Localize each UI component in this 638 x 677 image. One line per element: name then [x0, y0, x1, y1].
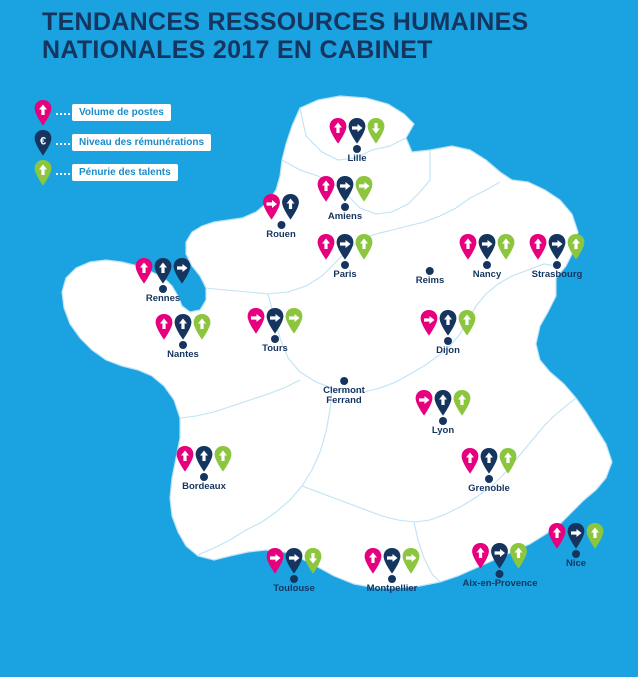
pin-arrow-up-icon — [195, 446, 213, 472]
pin-arrow-right-icon — [478, 234, 496, 260]
pin-arrow-up-icon — [458, 310, 476, 336]
city-dot — [426, 267, 434, 275]
city-pins — [155, 306, 211, 340]
city-marker[interactable] — [155, 306, 211, 360]
city-pins — [463, 535, 538, 569]
city-label: Nancy — [472, 269, 502, 280]
city-label: Grenoble — [468, 483, 510, 494]
city-marker[interactable] — [317, 226, 373, 280]
pin-arrow-right-icon — [285, 548, 303, 574]
legend-item-2 — [34, 160, 254, 186]
city-marker[interactable] — [317, 168, 373, 222]
city-label: Tours — [262, 343, 288, 354]
city-pins — [317, 168, 373, 202]
pin-arrow-up-icon — [586, 523, 604, 549]
pin-arrow-up-icon — [364, 548, 382, 574]
pin-arrow-right-icon — [420, 310, 438, 336]
city-dot — [341, 261, 349, 269]
city-dot — [277, 221, 285, 229]
city-label: Rennes — [145, 293, 181, 304]
city-dot — [439, 417, 447, 425]
city-marker[interactable] — [329, 110, 385, 164]
pin-arrow-up-icon — [174, 314, 192, 340]
pin-arrow-right-icon — [348, 118, 366, 144]
city-pins — [135, 250, 191, 284]
city-marker[interactable] — [266, 540, 322, 594]
pin-arrow-up-icon — [317, 234, 335, 260]
pin-arrow-up-icon — [453, 390, 471, 416]
pin-arrow-up-icon — [193, 314, 211, 340]
city-label: Nantes — [167, 349, 199, 360]
pin-arrow-up-icon — [461, 448, 479, 474]
city-marker[interactable] — [176, 438, 232, 492]
city-pins — [461, 440, 517, 474]
pin-arrow-up-icon — [329, 118, 347, 144]
city-marker[interactable] — [459, 226, 515, 280]
pin-arrow-down-icon — [304, 548, 322, 574]
city-dot — [496, 570, 504, 578]
pin-arrow-up-icon — [548, 523, 566, 549]
pin-arrow-down-icon — [367, 118, 385, 144]
city-pins — [548, 515, 604, 549]
pin-arrow-right-icon — [336, 234, 354, 260]
city-dot — [388, 575, 396, 583]
pin-arrow-up-icon — [176, 446, 194, 472]
city-marker[interactable] — [463, 535, 538, 589]
city-dot — [485, 475, 493, 483]
city-pins — [176, 438, 232, 472]
page-title: TENDANCES RESSOURCES HUMAINES NATIONALES 2017 EN CABINET — [42, 8, 529, 64]
city-label: Amiens — [327, 211, 363, 222]
city-dot — [353, 145, 361, 153]
pin-arrow-up-icon — [480, 448, 498, 474]
pin-remuneration-icon — [34, 130, 52, 156]
pin-arrow-right-icon — [402, 548, 420, 574]
pin-arrow-up-icon — [567, 234, 585, 260]
pin-talents-icon — [34, 160, 52, 186]
city-pins — [317, 226, 373, 260]
city-marker[interactable] — [416, 232, 445, 286]
city-pins — [364, 540, 420, 574]
pin-arrow-right-icon — [285, 308, 303, 334]
city-pins — [247, 300, 303, 334]
pin-arrow-right-icon — [355, 176, 373, 202]
pin-arrow-up-icon — [459, 234, 477, 260]
pin-arrow-right-icon — [567, 523, 585, 549]
city-dot — [553, 261, 561, 269]
pin-arrow-up-icon — [154, 258, 172, 284]
pin-arrow-up-icon — [282, 194, 300, 220]
legend-label: Pénurie des talents — [72, 164, 178, 181]
pin-arrow-right-icon — [548, 234, 566, 260]
pin-arrow-up-icon — [497, 234, 515, 260]
pin-arrow-up-icon — [472, 543, 490, 569]
pin-arrow-up-icon — [214, 446, 232, 472]
city-dot — [572, 550, 580, 558]
city-marker[interactable] — [364, 540, 420, 594]
city-pins — [323, 342, 365, 376]
pin-arrow-right-icon — [266, 548, 284, 574]
city-label: Paris — [333, 269, 357, 280]
city-marker[interactable] — [461, 440, 517, 494]
city-label: Rouen — [266, 229, 296, 240]
city-marker[interactable] — [247, 300, 303, 354]
city-marker[interactable] — [420, 302, 476, 356]
city-marker[interactable] — [263, 186, 300, 240]
svg-text:€: € — [39, 135, 47, 148]
city-pins — [420, 302, 476, 336]
pin-arrow-up-icon — [317, 176, 335, 202]
legend-item-0 — [34, 100, 254, 126]
city-pins — [415, 382, 471, 416]
city-marker[interactable] — [548, 515, 604, 569]
pin-arrow-right-icon — [263, 194, 281, 220]
legend-item-1 — [34, 130, 254, 156]
city-dot — [159, 285, 167, 293]
pin-arrow-up-icon — [155, 314, 173, 340]
city-label: Dijon — [436, 345, 460, 356]
city-marker[interactable] — [323, 342, 365, 406]
city-marker[interactable] — [135, 250, 191, 304]
city-dot — [483, 261, 491, 269]
pin-arrow-right-icon — [173, 258, 191, 284]
pin-arrow-up-icon — [529, 234, 547, 260]
pin-arrow-up-icon — [135, 258, 153, 284]
pin-arrow-right-icon — [415, 390, 433, 416]
pin-arrow-up-icon — [439, 310, 457, 336]
city-dot — [340, 377, 348, 385]
city-label: Reims — [415, 275, 445, 286]
pin-arrow-right-icon — [266, 308, 284, 334]
pin-arrow-right-icon — [247, 308, 265, 334]
city-pins — [529, 226, 585, 260]
city-dot — [200, 473, 208, 481]
pin-arrow-up-icon — [499, 448, 517, 474]
pin-arrow-up-icon — [434, 390, 452, 416]
pin-arrow-up-icon — [510, 543, 528, 569]
city-pins — [266, 540, 322, 574]
pin-arrow-right-icon — [383, 548, 401, 574]
city-dot — [271, 335, 279, 343]
city-marker[interactable] — [415, 382, 471, 436]
city-label: Aix-en-Provence — [462, 578, 538, 589]
city-dot — [290, 575, 298, 583]
city-label: Nice — [565, 558, 587, 569]
city-dot — [341, 203, 349, 211]
city-pins — [263, 186, 300, 220]
city-label: Bordeaux — [182, 481, 226, 492]
city-label: Lille — [347, 153, 367, 164]
city-label: Toulouse — [273, 583, 315, 594]
pin-arrow-up-icon — [355, 234, 373, 260]
pin-arrow-right-icon — [336, 176, 354, 202]
pin-arrow-right-icon — [491, 543, 509, 569]
city-pins — [459, 226, 515, 260]
city-pins — [416, 232, 445, 266]
city-label: Clermont Ferrand — [323, 385, 365, 406]
city-label: Montpellier — [366, 583, 418, 594]
city-marker[interactable] — [529, 226, 585, 280]
city-label: Strasbourg — [531, 269, 583, 280]
city-label: Lyon — [431, 425, 455, 436]
legend — [34, 100, 254, 190]
city-pins — [329, 110, 385, 144]
city-dot — [444, 337, 452, 345]
legend-label: Volume de postes — [72, 104, 171, 121]
city-dot — [179, 341, 187, 349]
pin-volume-icon — [34, 100, 52, 126]
legend-label: Niveau des rémunérations — [72, 134, 211, 151]
